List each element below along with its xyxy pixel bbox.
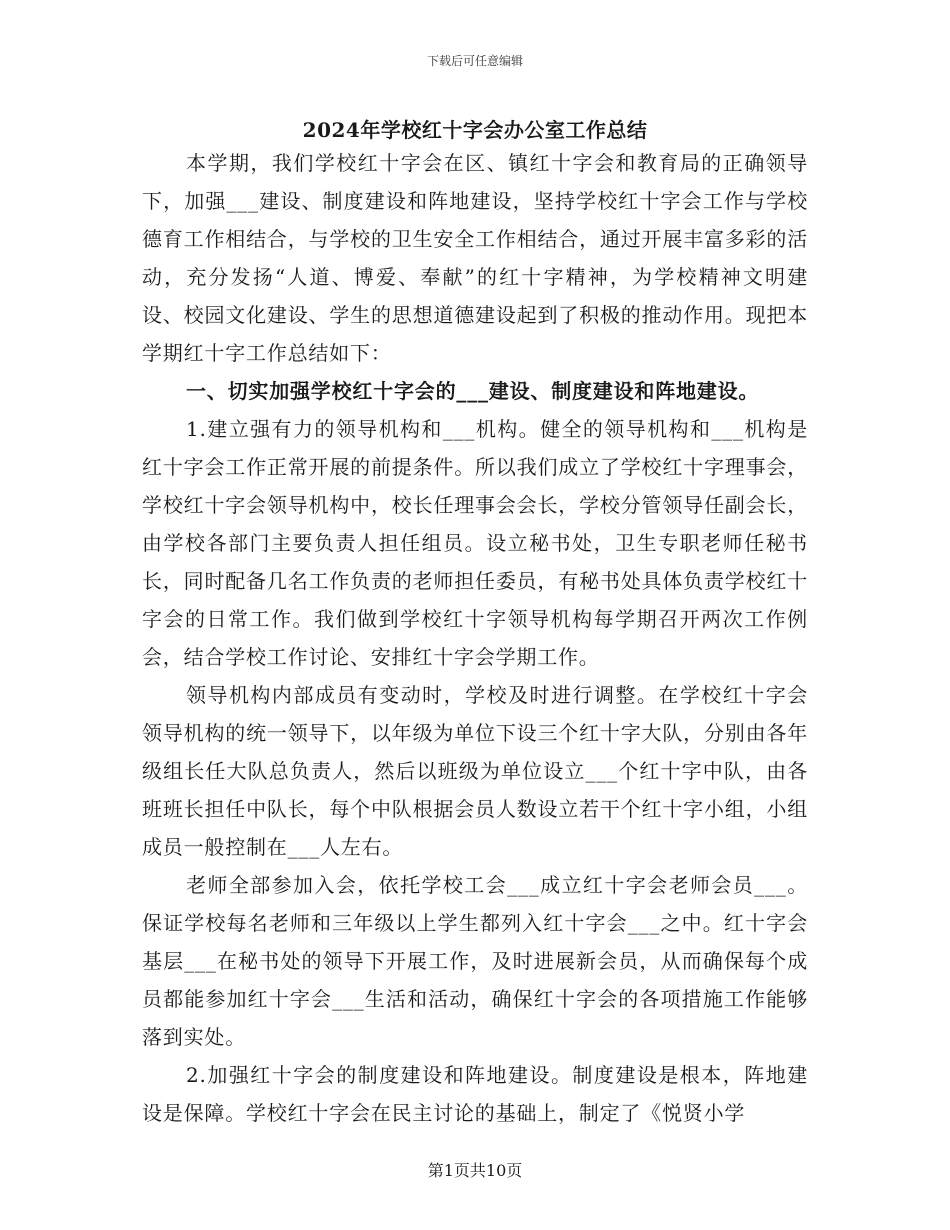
- document-body: [142, 144, 808, 1132]
- page-number-footer: 第1页共10页: [427, 1161, 523, 1180]
- paragraph-intro: 本学期，我们学校红十字会在区、镇红十字会和教育局的正确领导下，加强___建设、制度建设和阵地建设，坚持学校红十字会工作与学校德育工作相结合，与学校的卫生安全工作相结合，通过开展丰富多彩的活动，充分发扬“人道、博爱、奉献”的红十字精神，为学校精神文明建设、校园文化建设、学生的思想道德建设起到了积极的推动作用。现把本学期红十字工作总结如下：: [142, 151, 808, 365]
- header-note: 下载后可任意编辑: [426, 54, 523, 68]
- document-title: 2024年学校红十字会办公室工作总结: [302, 118, 648, 142]
- paragraph-system-building: 2.加强红十字会的制度建设和阵地建设。制度建设是根本，阵地建设是保障。学校红十字会在民主讨论的基础上，制定了《悦贤小学: [142, 1063, 808, 1125]
- paragraph-leadership: 1.建立强有力的领导机构和___机构。健全的领导机构和___机构是红十字会工作正常开展的前提条件。所以我们成立了学校红十字理事会，学校红十字会领导机构中，校长任理事会会长，学校分管领导任副会长，由学校各部门主要负责人担任组员。设立秘书处，卫生专职老师任秘书长，同时配备几名工作负责的老师担任委员，有秘书处具体负责学校红十字会的日常工作。我们做到学校红十字领导机构每学期召开两次工作例会，结合学校工作讨论、安排红十字会学期工作。: [142, 417, 808, 669]
- paragraph-teachers: 老师全部参加入会，依托学校工会___成立红十字会老师会员___。保证学校每名老师和三年级以上学生都列入红十字会___之中。红十字会基层___在秘书处的领导下开展工作，及时进展新会员，从而确保每个成员都能参加红十字会___生活和活动，确保红十字会的各项措施工作能够落到实处。: [142, 873, 808, 1049]
- paragraph-adjustment: 领导机构内部成员有变动时，学校及时进行调整。在学校红十字会领导机构的统一领导下，以年级为单位下设三个红十字大队，分别由各年级组长任大队总负责人，然后以班级为单位设立___个红十字中队，由各班班长担任中队长，每个中队根据会员人数设立若干个红十字小组，小组成员一般控制在___人左右。: [142, 683, 808, 859]
- section-heading-1: 一、切实加强学校红十字会的___建设、制度建设和阵地建设。: [186, 379, 760, 403]
